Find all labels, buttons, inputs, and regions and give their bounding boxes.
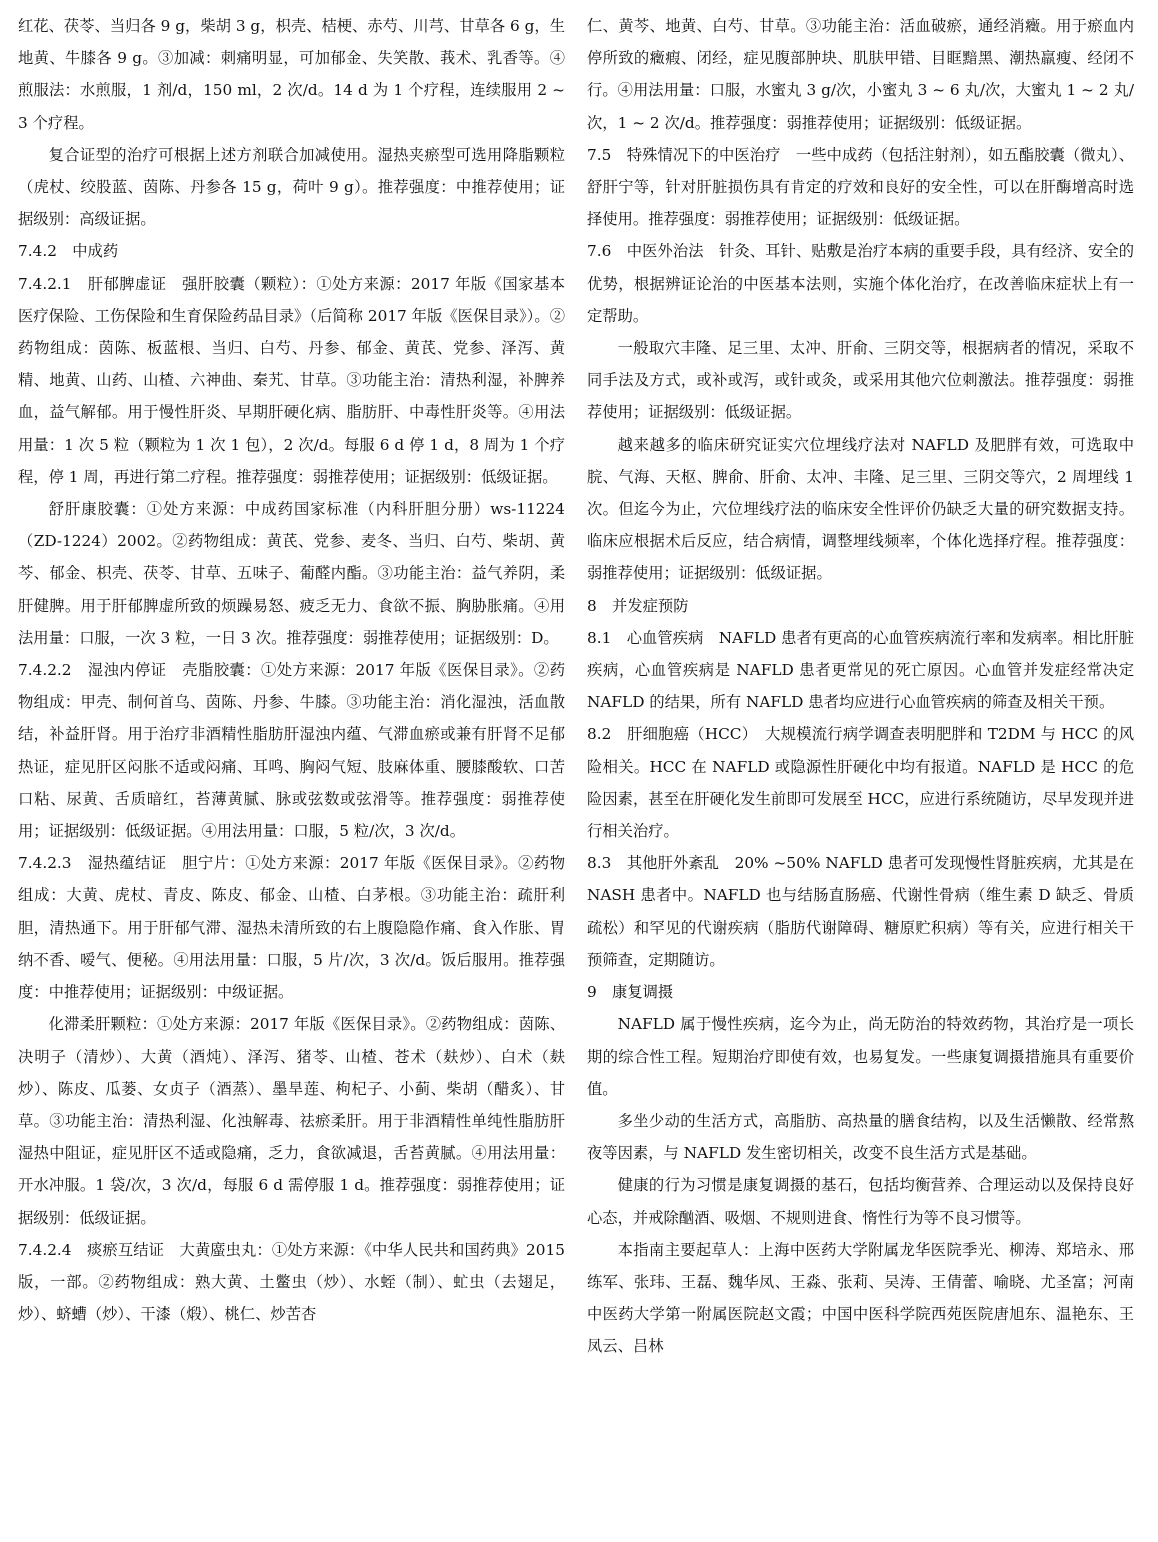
paragraph: 越来越多的临床研究证实穴位埋线疗法对 NAFLD 及肥胖有效，可选取中脘、气海、天枢、脾俞、肝俞、太冲、丰隆、足三里、三阴交等穴，2 周埋线 1 次。但迄今为止，穴位埋线疗法的临床安全性评价仍缺乏大量的研究数据支持。临床应根据术后反应，结合病情，调整埋线频率，个体化选择疗程。推荐强度：弱推荐使用；证据级别：低级证据。 bbox=[587, 435, 1134, 583]
paragraph: 7.4.2.2 湿浊内停证 壳脂胶囊：①处方来源：2017 年版《医保目录》。②药物组成：甲壳、制何首乌、茵陈、丹参、牛膝。③功能主治：消化湿浊，活血散结，补益肝肾。用于治疗非酒精性脂肪肝湿浊内蕴、气滞血瘀或兼有肝肾不足郁热证，症见肝区闷胀不适或闷痛、耳鸣、胸闷气短、肢麻体重、腰膝酸软、口苦口粘、尿黄、舌质暗红，苔薄黄腻、脉或弦数或弦滑等。推荐强度：弱推荐使用；证据级别：低级证据。④用法用量：口服，5 粒/次，3 次/d。 bbox=[18, 661, 565, 841]
paragraph: 7.4.2.3 湿热蕴结证 胆宁片：①处方来源：2017 年版《医保目录》。②药物组成：大黄、虎杖、青皮、陈皮、郁金、山楂、白茅根。③功能主治：疏肝利胆，清热通下。用于肝郁气滞、湿热未清所致的右上腹隐隐作痛、食入作胀、胃纳不香、嗳气、便秘。④用法用量：口服，5 片/次，3 次/d。饭后服用。推荐强度：中推荐使用；证据级别：中级证据。 bbox=[18, 854, 565, 1002]
paragraph: 8.1 心血管疾病 NAFLD 患者有更高的心血管疾病流行率和发病率。相比肝脏疾病，心血管疾病是 NAFLD 患者更常见的死亡原因。心血管并发症经常决定 NAFLD 的结果，所有 NAFLD 患者均应进行心血管疾病的筛查及相关干预。 bbox=[587, 628, 1134, 712]
section-heading: 7.4.2 中成药 bbox=[18, 242, 119, 261]
paragraph: 复合证型的治疗可根据上述方剂联合加减使用。湿热夹瘀型可选用降脂颗粒（虎杖、绞股蓝、茵陈、丹参各 15 g，荷叶 9 g）。推荐强度：中推荐使用；证据级别：高级证据。 bbox=[18, 145, 565, 229]
paragraph: 健康的行为习惯是康复调摄的基石，包括均衡营养、合理运动以及保持良好心态，并戒除酗酒、吸烟、不规则进食、惰性行为等不良习惯等。 bbox=[587, 1176, 1134, 1227]
paragraph: 仁、黄芩、地黄、白芍、甘草。③功能主治：活血破瘀，通经消癥。用于瘀血内停所致的癥瘕、闭经，症见腹部肿块、肌肤甲错、目眶黯黑、潮热羸瘦、经闭不行。④用法用量：口服，水蜜丸 3 g/次，小蜜丸 3 ~ 6 丸/次，大蜜丸 1 ~ 2 丸/次，1 ~ 2 次/d。推荐强度：弱推荐使用；证据级别：低级证据。 bbox=[587, 17, 1134, 132]
paragraph: 7.6 中医外治法 针灸、耳针、贴敷是治疗本病的重要手段，具有经济、安全的优势，根据辨证论治的中医基本法则，实施个体化治疗，在改善临床症状上有一定帮助。 bbox=[587, 242, 1134, 325]
section-heading: 9 康复调摄 bbox=[587, 983, 674, 1002]
author-list: 本指南主要起草人：上海中医药大学附属龙华医院季光、柳涛、郑培永、邢练军、张玮、王磊、魏华凤、王淼、张莉、吴涛、王倩蕾、喻晓、尤圣富；河南中医药大学第一附属医院赵文霞；中国中医科学院西苑医院唐旭东、温艳东、王凤云、吕林 bbox=[587, 1240, 1134, 1356]
paragraph: 一般取穴丰隆、足三里、太冲、肝俞、三阴交等，根据病者的情况，采取不同手法及方式，或补或泻，或针或灸，或采用其他穴位刺激法。推荐强度：弱推荐使用；证据级别：低级证据。 bbox=[587, 339, 1134, 422]
paragraph: 多坐少动的生活方式，高脂肪、高热量的膳食结构，以及生活懒散、经常熬夜等因素，与 NAFLD 发生密切相关，改变不良生活方式是基础。 bbox=[587, 1111, 1134, 1163]
paragraph: 8.3 其他肝外紊乱 20% ~50% NAFLD 患者可发现慢性肾脏疾病，尤其是在 NASH 患者中。NAFLD 也与结肠直肠癌、代谢性骨病（维生素 D 缺乏、骨质疏松）和罕见的代谢疾病（脂肪代谢障碍、糖原贮积病）等有关，应进行相关干预筛查，定期随访。 bbox=[587, 854, 1134, 969]
section-heading: 8 并发症预防 bbox=[587, 596, 689, 615]
paragraph: NAFLD 属于慢性疾病，迄今为止，尚无防治的特效药物，其治疗是一项长期的综合性工程。短期治疗即使有效，也易复发。一些康复调摄措施具有重要价值。 bbox=[587, 1015, 1134, 1098]
paragraph: 化滞柔肝颗粒：①处方来源：2017 年版《医保目录》。②药物组成：茵陈、决明子（清炒）、大黄（酒炖）、泽泻、猪苓、山楂、苍术（麸炒）、白术（麸炒）、陈皮、瓜蒌、女贞子（酒蒸）、墨旱莲、枸杞子、小蓟、柴胡（醋炙）、甘草。③功能主治：清热利湿、化浊解毒、祛瘀柔肝。用于非酒精性单纯性脂肪肝湿热中阻证，症见肝区不适或隐痛，乏力，食欲减退，舌苔黄腻。④用法用量：开水冲服。1 袋/次，3 次/d，每服 6 d 需停服 1 d。推荐强度：弱推荐使用；证据级别：低级证据。 bbox=[18, 1015, 565, 1227]
paragraph: 7.5 特殊情况下的中医治疗 一些中成药（包括注射剂），如五酯胶囊（微丸）、舒肝宁等，针对肝脏损伤具有肯定的疗效和良好的安全性，可以在肝酶增高时选择使用。推荐强度：弱推荐使用；证据级别：低级证据。 bbox=[587, 145, 1134, 229]
left-column bbox=[18, 10, 565, 1542]
paragraph: 8.2 肝细胞癌（HCC） 大规模流行病学调查表明肥胖和 T2DM 与 HCC 的风险相关。HCC 在 NAFLD 或隐源性肝硬化中均有报道。NAFLD 是 HCC 的危险因素，甚至在肝硬化发生前即可发展至 HCC，应进行系统随访，尽早发现并进行相关治疗。 bbox=[587, 725, 1134, 841]
paragraph: 7.4.2.4 痰瘀互结证 大黄䗪虫丸：①处方来源：《中华人民共和国药典》2015 版，一部。②药物组成：熟大黄、土鳖虫（炒）、水蛭（制）、虻虫（去翅足，炒）、蛴螬（炒）、干漆（煅）、桃仁、炒苦杏 bbox=[18, 1240, 565, 1324]
paragraph: 舒肝康胶囊：①处方来源：中成药国家标准（内科肝胆分册）ws-11224（ZD-1224）2002。②药物组成：黄芪、党参、麦冬、当归、白芍、柴胡、黄芩、郁金、枳壳、茯苓、甘草、五味子、葡醛内酯。③功能主治：益气养阴，柔肝健脾。用于肝郁脾虚所致的烦躁易怒、疲乏无力、食欲不振、胸胁胀痛。④用法用量：口服，一次 3 粒，一日 3 次。推荐强度：弱推荐使用；证据级别：D。 bbox=[18, 500, 565, 647]
paragraph: 7.4.2.1 肝郁脾虚证 强肝胶囊（颗粒）：①处方来源：2017 年版《国家基本医疗保险、工伤保险和生育保险药品目录》（后简称 2017 年版《医保目录》）。②药物组成：茵陈、板蓝根、当归、白芍、丹参、郁金、黄芪、党参、泽泻、黄精、地黄、山药、山楂、六神曲、秦艽、甘草。③功能主治：清热利湿，补脾养血，益气解郁。用于慢性肝炎、早期肝硬化病、脂肪肝、中毒性肝炎等。④用法用量：1 次 5 粒（颗粒为 1 次 1 包），2 次/d。每服 6 d 停 1 d，8 周为 1 个疗程，停 1 周，再进行第二疗程。推荐强度：弱推荐使用；证据级别：低级证据。 bbox=[18, 274, 565, 486]
paragraph: 红花、茯苓、当归各 9 g，柴胡 3 g，枳壳、桔梗、赤芍、川芎、甘草各 6 g，生地黄、牛膝各 9 g。③加减：刺痛明显，可加郁金、失笑散、莪术、乳香等。④煎服法：水煎服，1 剂/d，150 ml，2 次/d。14 d 为 1 个疗程，连续服用 2 ~ 3 个疗程。 bbox=[18, 17, 565, 132]
right-column bbox=[587, 10, 1134, 1542]
